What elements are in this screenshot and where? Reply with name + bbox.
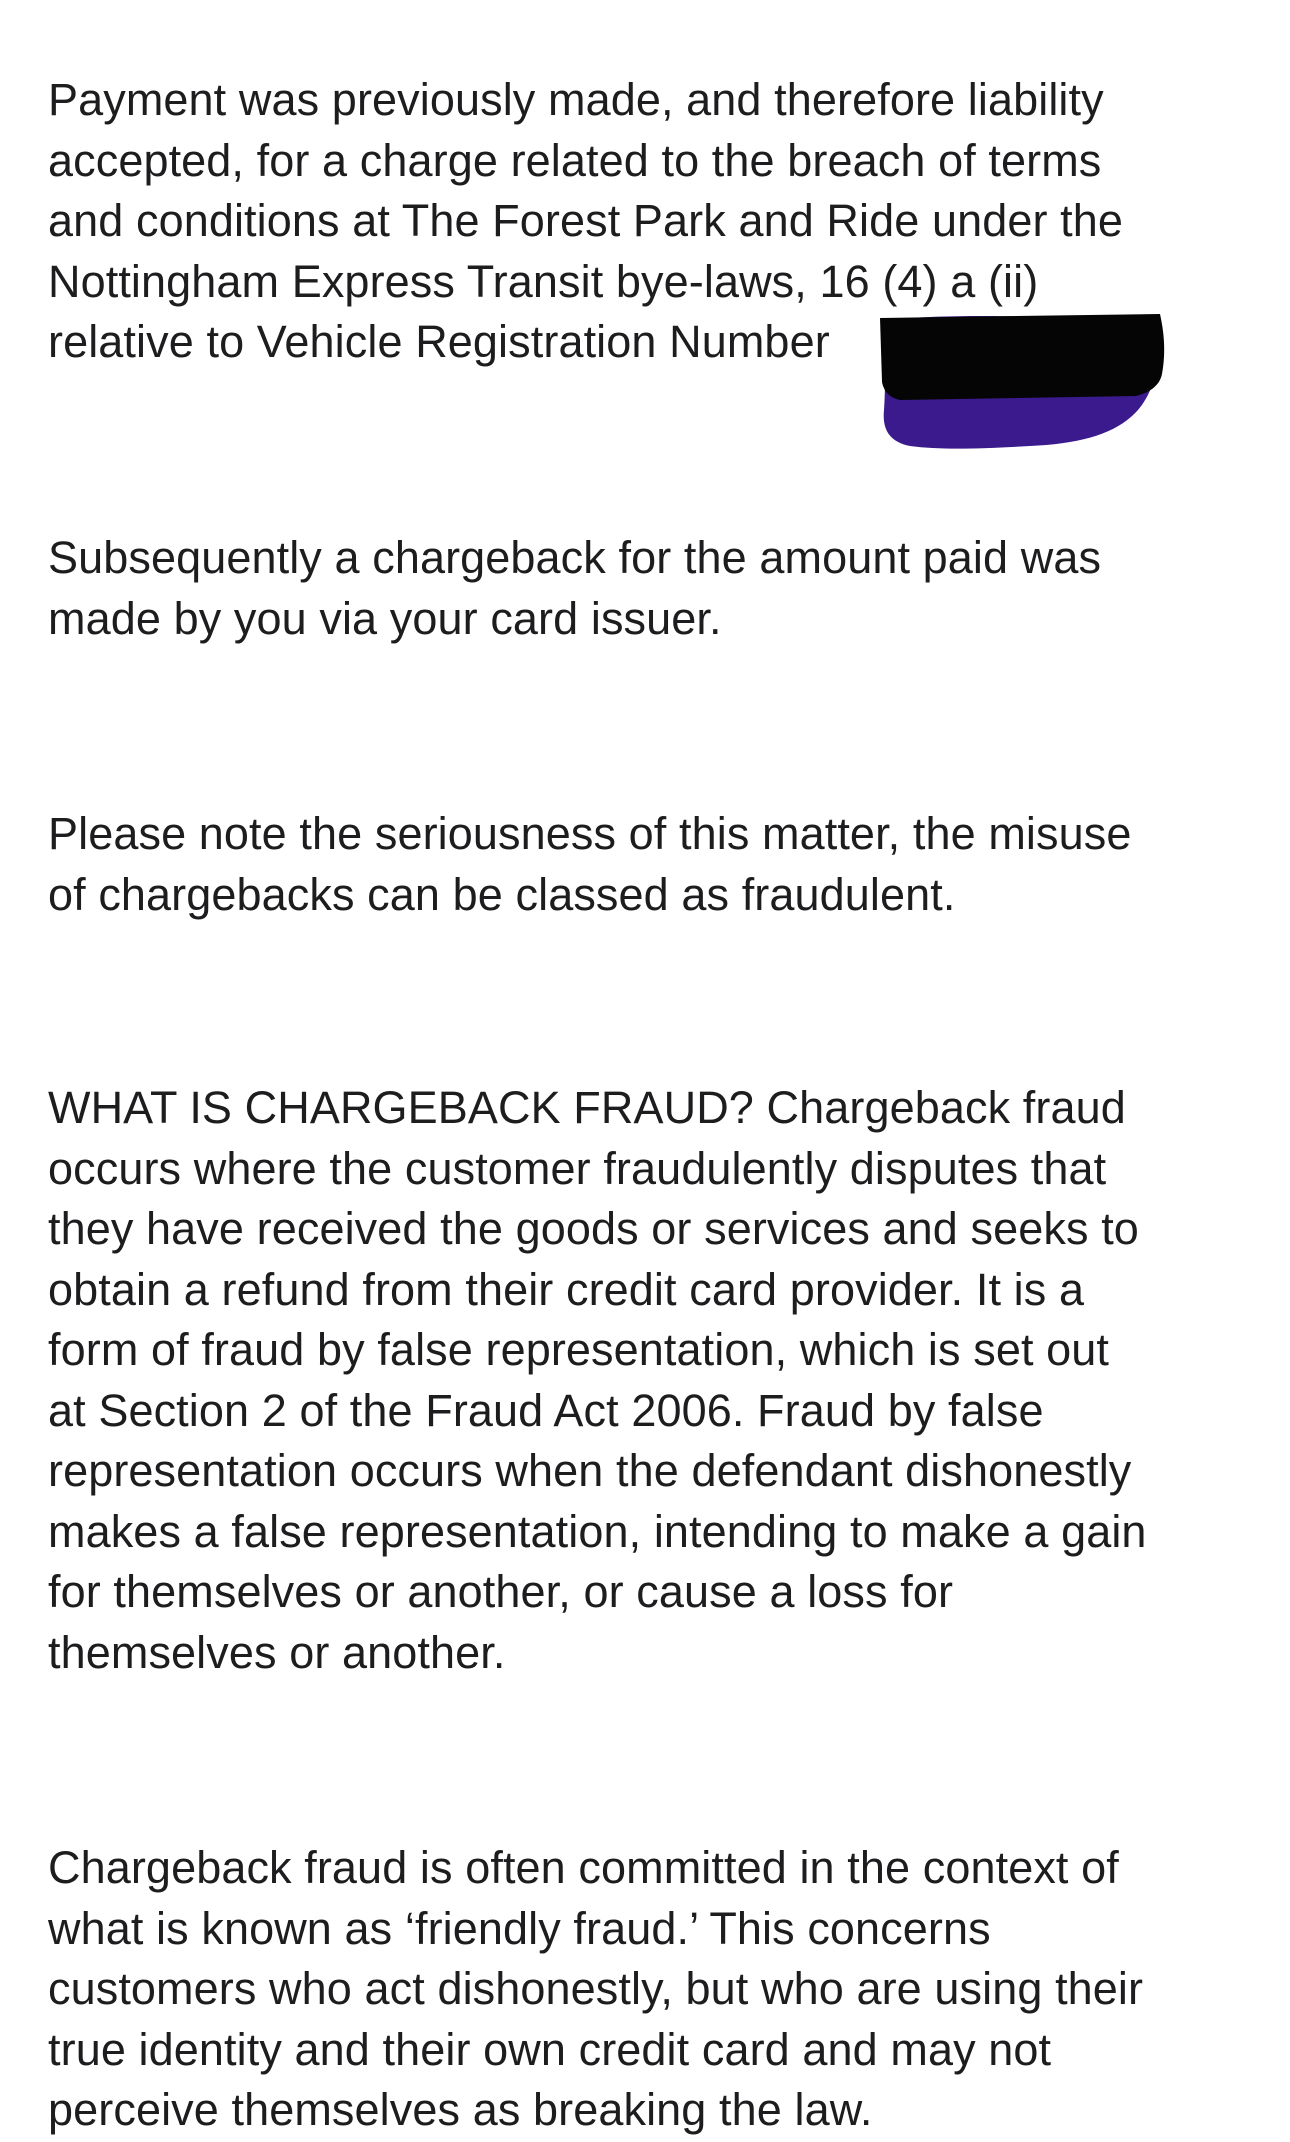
text-line: WHAT IS CHARGEBACK FRAUD? Chargeback fraud [48,1082,1126,1133]
text-line: of chargebacks can be classed as fraudulent. [48,868,956,920]
redaction-mark [870,312,1170,462]
text-line: representation occurs when the defendant dishonestly [48,1445,1132,1496]
paragraph-seriousness-note [48,804,1248,925]
text-line: occurs where the customer fraudulently disputes that [48,1142,1107,1194]
text-line: for themselves or another, or cause a loss for [48,1566,954,1617]
text-line: at Section 2 of the Fraud Act 2006. Fraud by false [48,1384,1044,1436]
text-line: Payment was previously made, and therefore liability [48,74,1104,125]
text-line: Chargeback fraud is often committed in the context of [48,1842,1119,1893]
text-line: accepted, for a charge related to the breach of terms [48,134,1102,186]
redaction-fill [880,314,1164,400]
text-line: and conditions at The Forest Park and Ride under the [48,195,1124,246]
text-line: Please note the seriousness of this matter, the misuse [48,808,1132,859]
text-line: true identity and their own credit card and may not [48,2023,1052,2075]
text-line: obtain a refund from their credit card provider. It is a [48,1263,1085,1315]
text-line: makes a false representation, intending to make a gain [48,1505,1147,1557]
text-line: Subsequently a chargeback for the amount paid was [48,532,1102,583]
text-line: made by you via your card issuer. [48,592,722,644]
text-line: Nottingham Express Transit bye-laws, 16 (4) a (ii) [48,255,1039,307]
text-line: form of fraud by false representation, which is set out [48,1324,1110,1375]
text-line: perceive themselves as breaking the law. [48,2084,873,2135]
paragraph-friendly-fraud [48,1838,1248,2141]
text-line: themselves or another. [48,1626,506,1678]
paragraph-chargeback-made [48,528,1248,649]
text-line: customers who act dishonestly, but who are using their [48,1963,1144,2014]
text-line: they have received the goods or services and seeks to [48,1203,1139,1254]
paragraph-chargeback-fraud-definition [48,1078,1248,1683]
text-line: what is known as ‘friendly fraud.’ This concerns [48,1902,991,1954]
text-line: relative to Vehicle Registration Number [48,316,830,367]
